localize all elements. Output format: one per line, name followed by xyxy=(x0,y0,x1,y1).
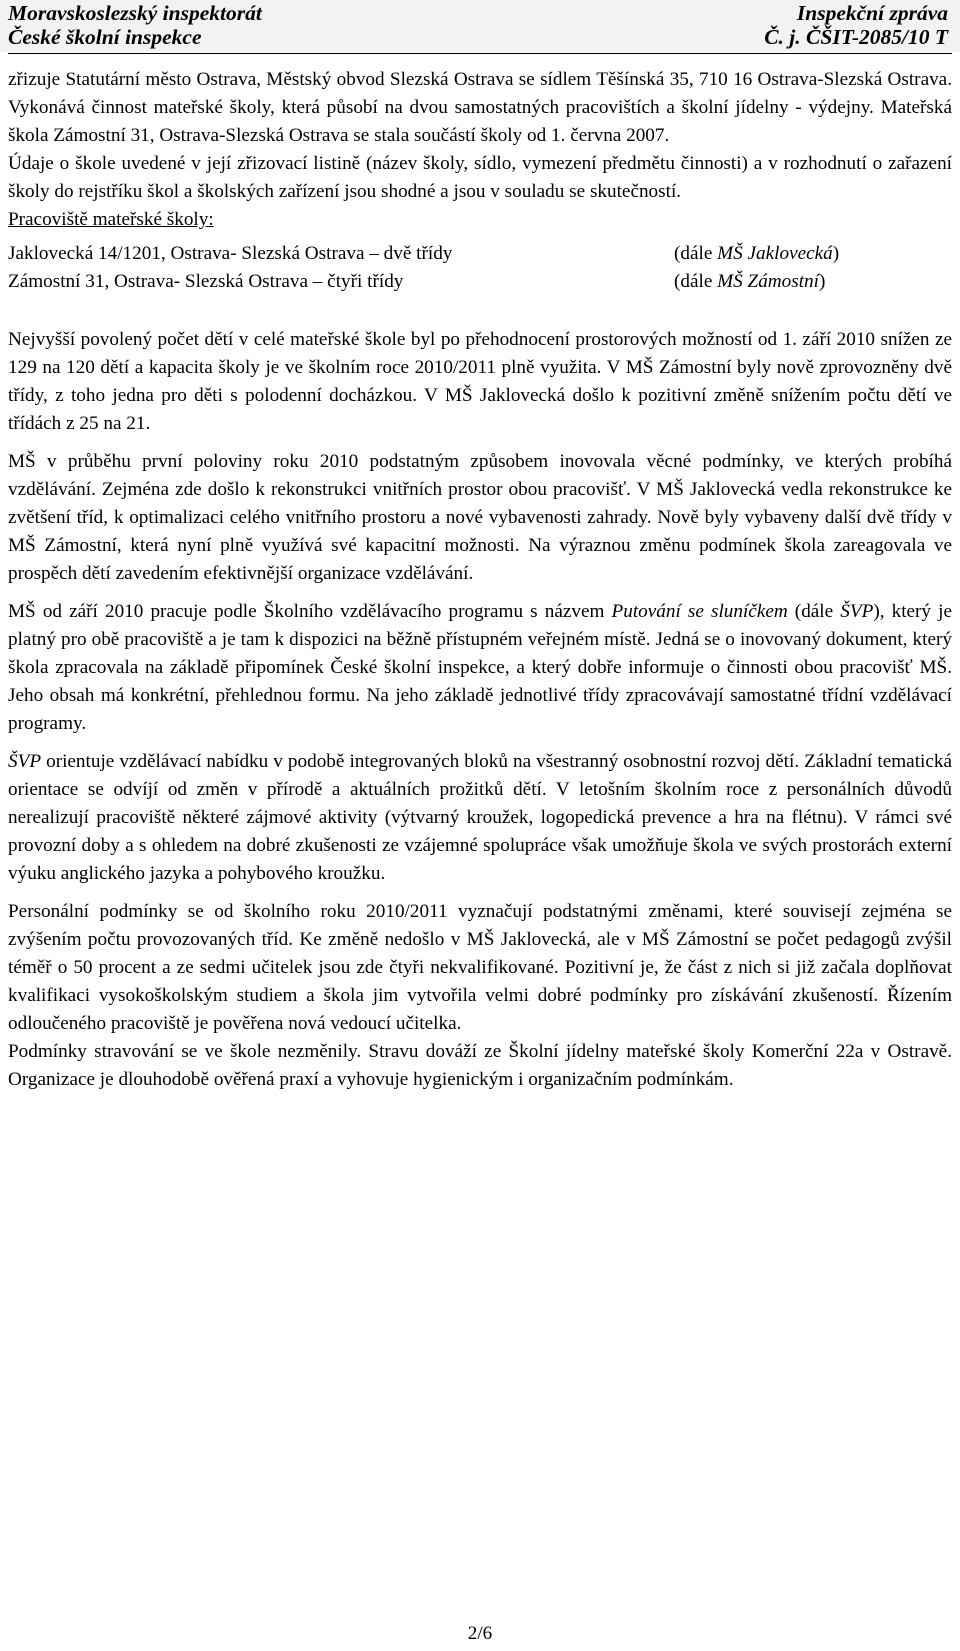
paragraph-conditions: MŠ v průběhu první poloviny roku 2010 podstatným způsobem inovovala věcné podmínky, ve kterých probíhá vzdělávání. Zejména zde došlo k rekonstrukci vnitřních prostor obou pracovišť. V MŠ Jaklovecká vedla rekonstrukce ke zvětšení tříd, k optimalizaci celého vnitřního prostoru a nové vybavenosti zahrady. Nově byly vybaveny další dvě třídy v MŠ Zámostní, která nyní plně využívá své kapacitní možnosti. Na výraznou změnu podmínek škola zareagovala ve prospěch dětí zavedením efektivnější organizace vzdělávání. xyxy=(8,451,952,584)
site-row xyxy=(8,240,952,268)
site-address: Jaklovecká 14/1201, Ostrava- Slezská Ostrava – dvě třídy xyxy=(8,243,453,264)
inspection-authority: České školní inspekce xyxy=(8,25,202,49)
program-title: Putování se sluníčkem xyxy=(611,601,788,622)
paragraph-registry: Údaje o škole uvedené v její zřizovací listině (název školy, sídlo, vymezení předmětu činnosti) a v rozhodnutí o zařazení školy do rejstříku škol a školských zařízení jsou shodné a jsou v souladu se skutečností. xyxy=(8,153,952,202)
sites-heading-text: Pracoviště mateřské školy: xyxy=(8,209,214,230)
site-abbreviation: (dále MŠ Zámostní) xyxy=(674,271,826,292)
paragraph-staff: Personální podmínky se od školního roku 2010/2011 vyznačují podstatnými změnami, které souvisejí zejména se zvýšením počtu provozovaných tříd. Ke změně nedošlo v MŠ Jaklovecká, ale v MŠ Zámostní se počet pedagogů zvýšil téměř o 50 procent a ze sedmi učitelek jsou zde čtyři nekvalifikované. Pozitivní je, že část z nich si již začala doplňovat kvalifikaci vysokoškolským studiem a škola jim vytvořila velmi dobré podmínky pro získávání zkušeností. Řízením odloučeného pracoviště je pověřena nová vedoucí učitelka. xyxy=(8,901,952,1034)
site-row xyxy=(8,268,952,296)
paragraph-founder: zřizuje Statutární město Ostrava, Městský obvod Slezská Ostrava se sídlem Těšínská 35, 710 16 Ostrava-Slezská Ostrava. Vykonává činnost mateřské školy, která působí na dvou samostatných pracovištích a školní jídelny - výdejny. Mateřská škola Zámostní 31, Ostrava-Slezská Ostrava se stala součástí školy od 1. června 2007. xyxy=(8,69,952,146)
paragraph-catering: Podmínky stravování se ve škole nezměnily. Stravu dováží ze Školní jídelny mateřské školy Komerční 22a v Ostravě. Organizace je dlouhodobě ověřená praxí a vyhovuje hygienickým i organizačním podmínkám. xyxy=(8,1041,952,1090)
site-abbreviation: (dále MŠ Jaklovecká) xyxy=(674,243,840,264)
report-type: Inspekční zpráva xyxy=(796,1,948,25)
inspectorate-name: Moravskoslezský inspektorát xyxy=(8,1,262,25)
site-address: Zámostní 31, Ostrava- Slezská Ostrava – čtyři třídy xyxy=(8,271,404,292)
paragraph-capacity: Nejvyšší povolený počet dětí v celé mateřské škole byl po přehodnocení prostorových možností od 1. září 2010 snížen ze 129 na 120 dětí a kapacita školy je ve školním roce 2010/2011 plně využita. V MŠ Zámostní byly nově zprovozněny dvě třídy, z toho jedna pro děti s polodenní docházkou. V MŠ Jaklovecká došlo k pozitivní změně snížením počtu dětí ve třídách z 25 na 21. xyxy=(8,329,952,434)
reference-number: Č. j. ČŠIT-2085/10 T xyxy=(764,25,948,49)
page-number: 2/6 xyxy=(467,1623,493,1644)
sites-heading xyxy=(8,206,952,234)
paragraph-program: MŠ od září 2010 pracuje podle Školního vzdělávacího programu s názvem Putování se sluníčkem (dále ŠVP), který je platný pro obě pracoviště a je tam k dispozici na běžně přístupném veřejném místě. Jedná se o inovovaný dokument, který škola zpracovala na základě připomínek České školní inspekce, a který dobře informuje o činnosti obou pracovišť MŠ. Jeho obsah má konkrétní, přehlednou formu. Na jeho základě jednotlivé třídy zpracovávají samostatné třídní vzdělávací programy. xyxy=(8,601,952,734)
header-divider xyxy=(8,53,952,54)
paragraph-curriculum: ŠVP orientuje vzdělávací nabídku v podobě integrovaných bloků na všestranný osobnostní rozvoj dětí. Základní tematická orientace se odvíjí od změn v přírodě a aktuálních prožitků dětí. V letošním školním roce z personálních důvodů nerealizují pracoviště některé zájmové aktivity (výtvarný kroužek, logopedická prevence a hra na flétnu). V rámci své provozní doby a s ohledem na dobré zkušenosti ze vzájemné spolupráce však umožňuje škola ve svých prostorách externí výuku anglického jazyka a pohybového kroužku. xyxy=(8,751,952,884)
page-header xyxy=(0,0,960,52)
document-body xyxy=(8,66,952,1094)
